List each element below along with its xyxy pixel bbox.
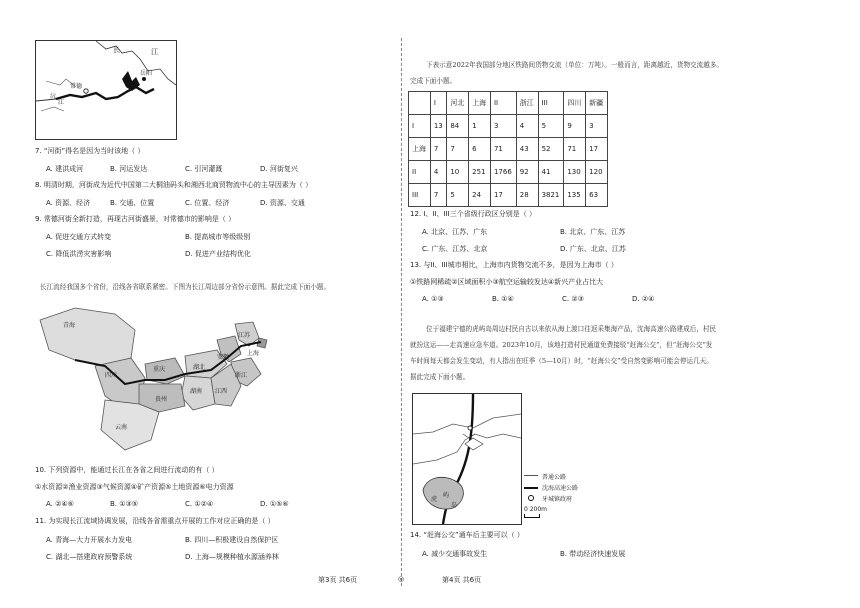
q11-option-a[interactable]: A. 青海—大力开展水力发电 xyxy=(46,536,133,544)
table-header-cell: 新疆 xyxy=(586,92,608,115)
table-cell: 5 xyxy=(538,115,564,138)
table-cell: 28 xyxy=(516,184,538,207)
map2-yunnan: 云南 xyxy=(115,424,128,431)
huyu-intro-line2: 就扮这运——走高速应急车道。2023年10月，该地打造村民通道免费接驳“赶海公交”，但“赶海公交”发 xyxy=(410,341,713,349)
q11-option-b[interactable]: B. 四川—积极建设自然保护区 xyxy=(185,536,279,544)
table-cell: 3 xyxy=(586,115,608,138)
table-row xyxy=(409,138,608,161)
huyu-intro-line3: 车时间每天都会发生变动，有人指出在旺季（5—10月）时，“赶海公交”受自然变影响可能会停运几天。 xyxy=(410,357,713,365)
table-cell: 4 xyxy=(430,161,447,184)
column-divider xyxy=(401,38,402,586)
table-cell: 上海 xyxy=(409,138,431,161)
q7-option-a[interactable]: A. 建洪成河 xyxy=(46,165,84,173)
table-cell: 135 xyxy=(564,184,586,207)
question-9: 9. 常德河街全新打造，再现古河街盛景，对常德市的影响是（ ） xyxy=(35,215,236,223)
q13-reasons-line: ①铁路网稀疏②区域面积小③航空运输较发达④新兴产业占比大 xyxy=(410,278,604,286)
table-row xyxy=(409,184,608,207)
table-cell: 130 xyxy=(564,161,586,184)
legend-gov-label: 牙城镇政府 xyxy=(542,496,573,503)
scale-bar xyxy=(524,514,540,518)
table-cell: III xyxy=(409,184,431,207)
huyu-island-svg xyxy=(413,394,521,524)
question-13: 13. 与II、III城市相比，上海市内货物交流不多，是因为上海市（ ） xyxy=(410,261,618,269)
map1-label-yuan: 沅 xyxy=(50,93,57,100)
table-header-cell: 河北 xyxy=(447,92,469,115)
q11-option-c[interactable]: C. 湖北—搭建政府预警系统 xyxy=(46,553,133,561)
q8-option-b[interactable]: B. 交通、位置 xyxy=(110,199,155,207)
q9-option-a[interactable]: A. 促进交通方式转变 xyxy=(46,233,112,241)
table-cell: 9 xyxy=(564,115,586,138)
q13-option-c[interactable]: C. ②③ xyxy=(562,295,584,303)
table-cell: 3821 xyxy=(538,184,564,207)
q7-option-c[interactable]: C. 引河灌溉 xyxy=(185,165,223,173)
table-header-cell xyxy=(409,92,431,115)
map2-hunan: 湖南 xyxy=(190,388,203,395)
q12-option-b[interactable]: B. 北京、广东、江苏 xyxy=(560,228,626,236)
table-header-row xyxy=(409,92,608,115)
q12-option-d[interactable]: D. 广东、北京、江苏 xyxy=(560,245,626,253)
q7-option-b[interactable]: B. 河运发达 xyxy=(110,165,148,173)
scale-label: 0 200m xyxy=(524,506,548,513)
q10-resources-line: ①水资源②渔业资源③气候资源④矿产资源⑤土地资源⑥电力资源 xyxy=(35,483,234,491)
q8-option-c[interactable]: C. 位置、经济 xyxy=(185,199,230,207)
q10-option-a[interactable]: A. ②④⑥ xyxy=(46,500,74,508)
table-cell: 63 xyxy=(586,184,608,207)
map2-guizhou: 贵州 xyxy=(155,396,168,403)
map3-island-label-1: 虎 xyxy=(431,496,438,503)
table-cell: 7 xyxy=(430,184,447,207)
question-10: 10. 下列资源中，能通过长江在各省之间进行流动的有（ ） xyxy=(35,466,219,474)
q11-option-d[interactable]: D. 上海—规模种植水源涵养林 xyxy=(185,553,279,561)
q14-option-a[interactable]: A. 减少交通事故发生 xyxy=(422,550,488,558)
q10-option-c[interactable]: C. ①②④ xyxy=(185,500,214,508)
table-cell: 7 xyxy=(430,138,447,161)
legend-gov-symbol xyxy=(528,495,534,501)
table-header-cell: III xyxy=(538,92,564,115)
page-number-left: 第3页 共6页 xyxy=(318,576,358,584)
question-12: 12. I、II、III三个省级行政区分别是（ ） xyxy=(410,210,536,218)
table-row xyxy=(409,161,608,184)
table-cell: 71 xyxy=(490,138,516,161)
question-8: 8. 明清时期，河街成为近代中国第二大桐油码头和湘西北商贸物流中心的主导因素为（ ） xyxy=(35,181,313,189)
page-number-right: 第4页 共6页 xyxy=(442,576,482,584)
huyu-intro-line4: 据此完成下面小题。 xyxy=(410,373,470,381)
legend-highway-swatch xyxy=(524,487,538,489)
q10-option-b[interactable]: B. ①③⑤ xyxy=(110,500,139,508)
table-cell: 17 xyxy=(490,184,516,207)
map1-label-jiang: 江 xyxy=(151,48,158,56)
table-cell: 43 xyxy=(516,138,538,161)
question-7: 7. “河街”得名是因为当时该地（ ） xyxy=(35,147,145,155)
map2-hubei: 湖北 xyxy=(193,364,206,371)
q8-option-d[interactable]: D. 资源、交通 xyxy=(260,199,305,207)
q13-option-a[interactable]: A. ①③ xyxy=(422,295,444,303)
map1-label-yueyang: 岳阳 xyxy=(140,70,153,77)
freight-table xyxy=(408,91,608,207)
map2-sichuan: 四川 xyxy=(105,372,118,379)
q14-option-b[interactable]: B. 带动经济快速发展 xyxy=(560,550,626,558)
table-cell: 120 xyxy=(586,161,608,184)
table-header-cell: 浙江 xyxy=(516,92,538,115)
table-header-cell: II xyxy=(490,92,516,115)
table-cell: 84 xyxy=(447,115,469,138)
table-cell: 3 xyxy=(490,115,516,138)
q9-option-c[interactable]: C. 降低洪涝灾害影响 xyxy=(46,250,112,258)
map3-island-label-3: 岛 xyxy=(451,502,458,509)
table-cell: 41 xyxy=(538,161,564,184)
table-cell: 7 xyxy=(447,138,469,161)
question-14: 14. “赶海公交”通车后主要可以（ ） xyxy=(410,531,524,539)
map3-island-label-2: 屿 xyxy=(443,492,450,499)
map2-zhejiang: 浙江 xyxy=(235,372,248,379)
table-header-cell: 四川 xyxy=(564,92,586,115)
table-row xyxy=(409,115,608,138)
table-cell: II xyxy=(409,161,431,184)
table-cell: 13 xyxy=(430,115,447,138)
table-cell: 92 xyxy=(516,161,538,184)
table-cell: I xyxy=(409,115,431,138)
q10-option-d[interactable]: D. ①⑤⑥ xyxy=(260,500,289,508)
changde-map xyxy=(35,40,177,140)
q9-option-d[interactable]: D. 促进产业结构优化 xyxy=(185,250,251,258)
map1-label-changde: 常德 xyxy=(70,83,83,90)
legend-road-swatch xyxy=(524,475,538,476)
map2-qinghai: 青海 xyxy=(63,322,76,329)
q13-option-b[interactable]: B. ①④ xyxy=(492,295,514,303)
map2-shanghai: 上海 xyxy=(247,350,260,357)
map2-anhui: 安徽 xyxy=(217,354,230,361)
table-cell: 1766 xyxy=(490,161,516,184)
yangtze-provinces-svg xyxy=(35,300,335,460)
map2-jiangsu: 江苏 xyxy=(238,332,251,339)
huyu-intro-line1: 位于福建宁德的虎屿岛周边村民自古以来依从海上渡口往返采集海产品，沈海高速公路建成后，村民 xyxy=(426,325,717,333)
table-cell: 71 xyxy=(564,138,586,161)
q13-option-d[interactable]: D. ②④ xyxy=(632,295,655,303)
q12-option-a[interactable]: A. 北京、江苏、广东 xyxy=(422,228,488,236)
table-cell: 17 xyxy=(586,138,608,161)
table-cell: 5 xyxy=(447,184,469,207)
q7-option-d[interactable]: D. 河街复兴 xyxy=(260,165,298,173)
binding-mark: ◎ xyxy=(398,575,405,583)
table-cell: 24 xyxy=(469,184,491,207)
table-cell: 4 xyxy=(516,115,538,138)
table-cell: 10 xyxy=(447,161,469,184)
freight-intro-line2: 完成下面小题。 xyxy=(410,77,457,85)
question-11: 11. 为实现长江流域协调发展，沿线各省需重点开展的工作对应正确的是（ ） xyxy=(35,517,275,525)
table-header-cell: I xyxy=(430,92,447,115)
table-cell: 251 xyxy=(469,161,491,184)
table-cell: 1 xyxy=(469,115,491,138)
q8-option-a[interactable]: A. 资源、经济 xyxy=(46,199,91,207)
table-cell: 6 xyxy=(469,138,491,161)
freight-intro-line1: 下表示意2022年我国部分地区铁路间货物交流（单位：万吨）。一般而言，距离越近，货物交流越多。 xyxy=(426,61,724,69)
map1-label-chang: 长 xyxy=(113,46,120,54)
map2-jiangxi: 江西 xyxy=(215,388,228,395)
q12-option-c[interactable]: C. 广东、江苏、北京 xyxy=(422,245,488,253)
legend-road-label: 普通公路 xyxy=(542,474,567,481)
map3-legend xyxy=(524,472,604,522)
table-header-cell: 上海 xyxy=(469,92,491,115)
q9-option-b[interactable]: B. 提高城市等级级别 xyxy=(185,233,251,241)
table-cell: 52 xyxy=(538,138,564,161)
map1-label-jiang2: 江 xyxy=(58,99,65,106)
yangtze-provinces-map xyxy=(35,300,335,460)
yangtze-intro: 长江流经我国多个省份，沿线各省联系紧密。下图为长江周边部分省份示意图。据此完成下面小题。 xyxy=(40,283,331,291)
legend-highway-label: 沈海高速公路 xyxy=(542,485,579,492)
map2-chongqing: 重庆 xyxy=(153,366,166,373)
huyu-island-map xyxy=(412,393,522,525)
